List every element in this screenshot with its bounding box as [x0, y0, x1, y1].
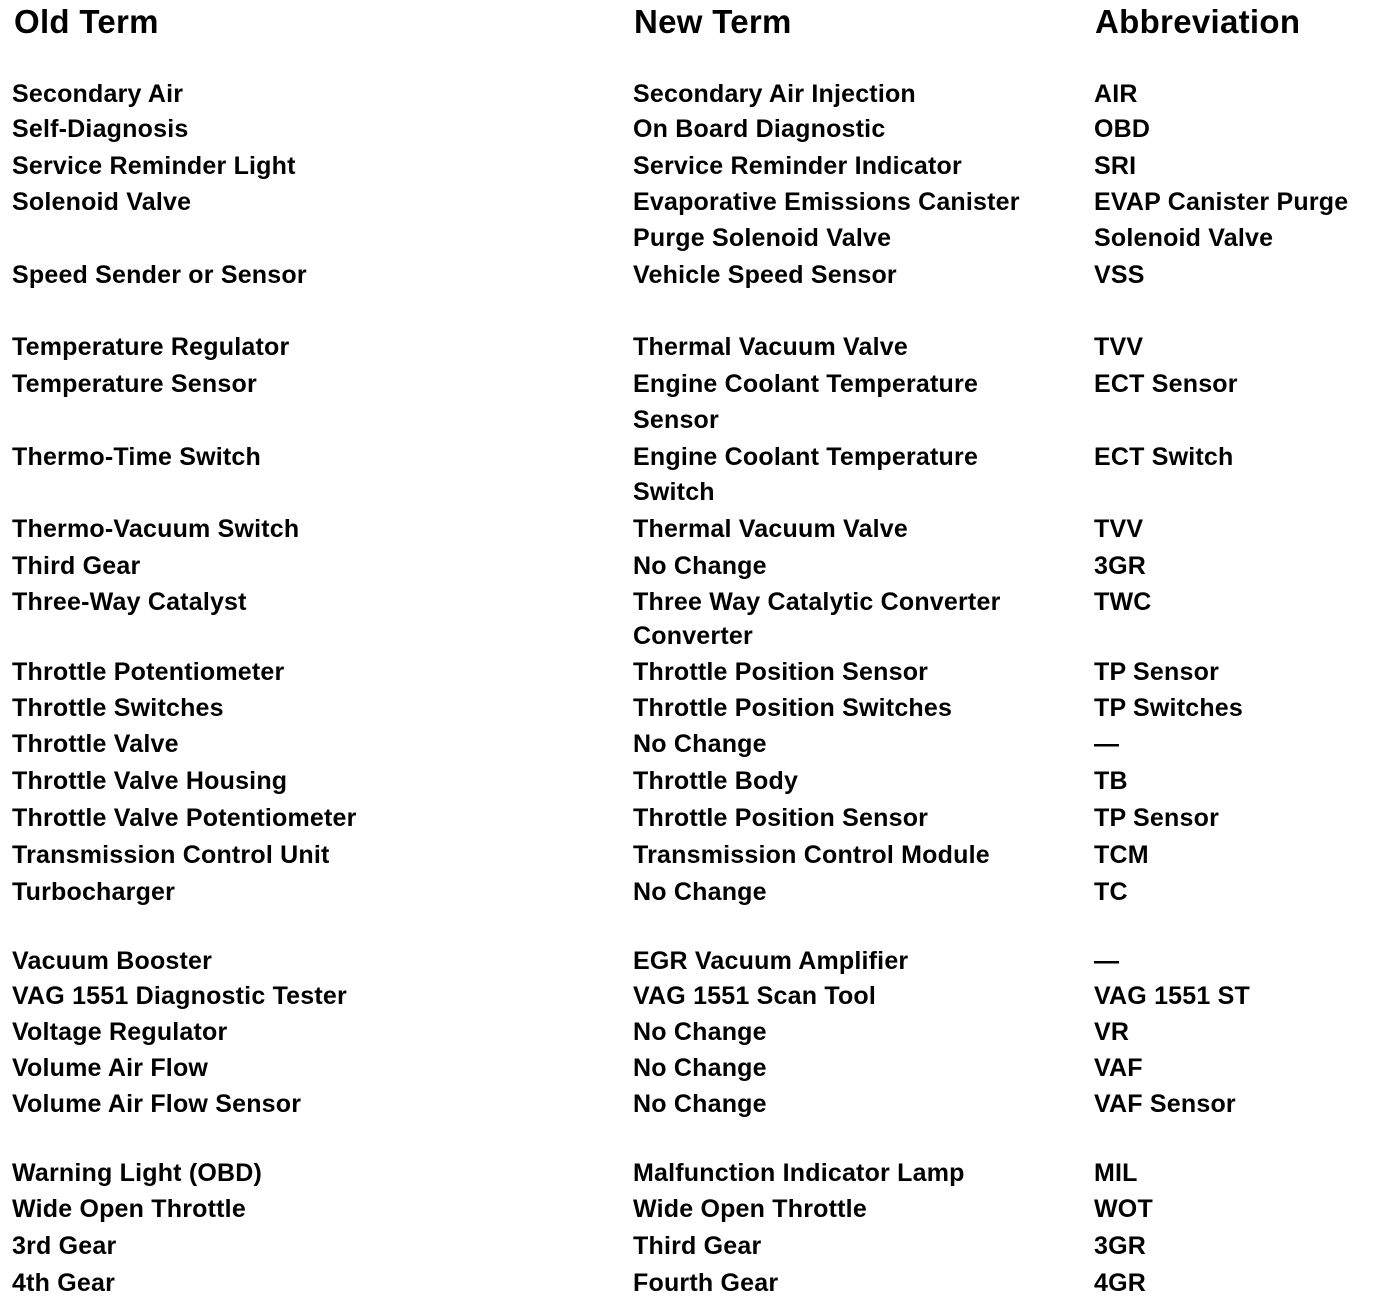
row-14-new-term: Three Way Catalytic Converter: [633, 588, 1001, 616]
row-29-old-term: Wide Open Throttle: [12, 1195, 246, 1223]
row-12-abbreviation: TVV: [1094, 515, 1144, 543]
row-16-old-term: Throttle Potentiometer: [12, 658, 285, 686]
row-31-new-term: Fourth Gear: [633, 1269, 779, 1297]
row-22-abbreviation: TC: [1094, 878, 1128, 906]
row-17-abbreviation: TP Switches: [1094, 694, 1244, 722]
row-20-new-term: Throttle Position Sensor: [633, 804, 929, 832]
row-29-new-term: Wide Open Throttle: [633, 1195, 867, 1223]
row-18-old-term: Throttle Valve: [12, 730, 179, 758]
row-8-abbreviation: ECT Sensor: [1094, 370, 1238, 398]
row-6-new-term: Vehicle Speed Sensor: [633, 261, 897, 289]
row-20-old-term: Throttle Valve Potentiometer: [12, 804, 357, 832]
row-22-old-term: Turbocharger: [12, 878, 176, 906]
row-19-old-term: Throttle Valve Housing: [12, 767, 288, 795]
row-31-abbreviation: 4GR: [1094, 1269, 1147, 1297]
row-13-abbreviation: 3GR: [1094, 552, 1147, 580]
row-4-old-term: Solenoid Valve: [12, 188, 192, 216]
row-22-new-term: No Change: [633, 878, 767, 906]
row-10-new-term: Engine Coolant Temperature: [633, 443, 979, 471]
row-6-old-term: Speed Sender or Sensor: [12, 261, 307, 289]
row-7-abbreviation: TVV: [1094, 333, 1144, 361]
row-17-new-term: Throttle Position Switches: [633, 694, 953, 722]
row-12-new-term: Thermal Vacuum Valve: [633, 515, 908, 543]
row-9-new-term: Sensor: [633, 406, 719, 434]
row-16-new-term: Throttle Position Sensor: [633, 658, 929, 686]
row-21-old-term: Transmission Control Unit: [12, 841, 330, 869]
row-23-old-term: Vacuum Booster: [12, 947, 213, 975]
row-29-abbreviation: WOT: [1094, 1195, 1153, 1223]
row-3-new-term: Service Reminder Indicator: [633, 152, 962, 180]
row-14-old-term: Three-Way Catalyst: [12, 588, 247, 616]
header-old-term: Old Term: [14, 3, 159, 40]
row-30-abbreviation: 3GR: [1094, 1232, 1147, 1260]
row-21-abbreviation: TCM: [1094, 841, 1149, 869]
row-17-old-term: Throttle Switches: [12, 694, 224, 722]
row-23-abbreviation: —: [1094, 947, 1120, 975]
row-28-new-term: Malfunction Indicator Lamp: [633, 1159, 965, 1187]
row-2-abbreviation: OBD: [1094, 115, 1151, 143]
row-5-abbreviation: Solenoid Valve: [1094, 224, 1274, 252]
row-27-abbreviation: VAF Sensor: [1094, 1090, 1236, 1118]
row-31-old-term: 4th Gear: [12, 1269, 116, 1297]
row-27-old-term: Volume Air Flow Sensor: [12, 1090, 302, 1118]
row-14-abbreviation: TWC: [1094, 588, 1152, 616]
row-8-new-term: Engine Coolant Temperature: [633, 370, 979, 398]
row-10-abbreviation: ECT Switch: [1094, 443, 1234, 471]
row-12-old-term: Thermo-Vacuum Switch: [12, 515, 300, 543]
row-5-new-term: Purge Solenoid Valve: [633, 224, 892, 252]
row-1-abbreviation: AIR: [1094, 80, 1138, 108]
row-24-old-term: VAG 1551 Diagnostic Tester: [12, 982, 347, 1010]
row-27-new-term: No Change: [633, 1090, 767, 1118]
row-20-abbreviation: TP Sensor: [1094, 804, 1219, 832]
row-18-new-term: No Change: [633, 730, 767, 758]
row-7-new-term: Thermal Vacuum Valve: [633, 333, 908, 361]
row-30-new-term: Third Gear: [633, 1232, 762, 1260]
row-28-old-term: Warning Light (OBD): [12, 1159, 263, 1187]
row-26-abbreviation: VAF: [1094, 1054, 1143, 1082]
row-3-abbreviation: SRI: [1094, 152, 1137, 180]
row-16-abbreviation: TP Sensor: [1094, 658, 1219, 686]
row-23-new-term: EGR Vacuum Amplifier: [633, 947, 909, 975]
header-new-term: New Term: [634, 3, 792, 40]
row-15-new-term: Converter: [633, 622, 753, 650]
row-2-new-term: On Board Diagnostic: [633, 115, 886, 143]
row-25-new-term: No Change: [633, 1018, 767, 1046]
row-1-old-term: Secondary Air: [12, 80, 184, 108]
row-26-old-term: Volume Air Flow: [12, 1054, 209, 1082]
row-4-new-term: Evaporative Emissions Canister: [633, 188, 1020, 216]
row-25-old-term: Voltage Regulator: [12, 1018, 228, 1046]
row-1-new-term: Secondary Air Injection: [633, 80, 916, 108]
row-6-abbreviation: VSS: [1094, 261, 1145, 289]
row-18-abbreviation: —: [1094, 730, 1120, 758]
row-4-abbreviation: EVAP Canister Purge: [1094, 188, 1349, 216]
row-11-new-term: Switch: [633, 478, 715, 506]
row-30-old-term: 3rd Gear: [12, 1232, 117, 1260]
row-24-new-term: VAG 1551 Scan Tool: [633, 982, 877, 1010]
header-abbreviation: Abbreviation: [1095, 3, 1301, 40]
row-7-old-term: Temperature Regulator: [12, 333, 290, 361]
row-10-old-term: Thermo-Time Switch: [12, 443, 262, 471]
row-28-abbreviation: MIL: [1094, 1159, 1138, 1187]
row-3-old-term: Service Reminder Light: [12, 152, 296, 180]
row-24-abbreviation: VAG 1551 ST: [1094, 982, 1250, 1010]
row-19-abbreviation: TB: [1094, 767, 1128, 795]
row-13-new-term: No Change: [633, 552, 767, 580]
row-13-old-term: Third Gear: [12, 552, 141, 580]
row-26-new-term: No Change: [633, 1054, 767, 1082]
row-8-old-term: Temperature Sensor: [12, 370, 257, 398]
row-19-new-term: Throttle Body: [633, 767, 799, 795]
row-25-abbreviation: VR: [1094, 1018, 1130, 1046]
row-2-old-term: Self-Diagnosis: [12, 115, 189, 143]
row-21-new-term: Transmission Control Module: [633, 841, 990, 869]
